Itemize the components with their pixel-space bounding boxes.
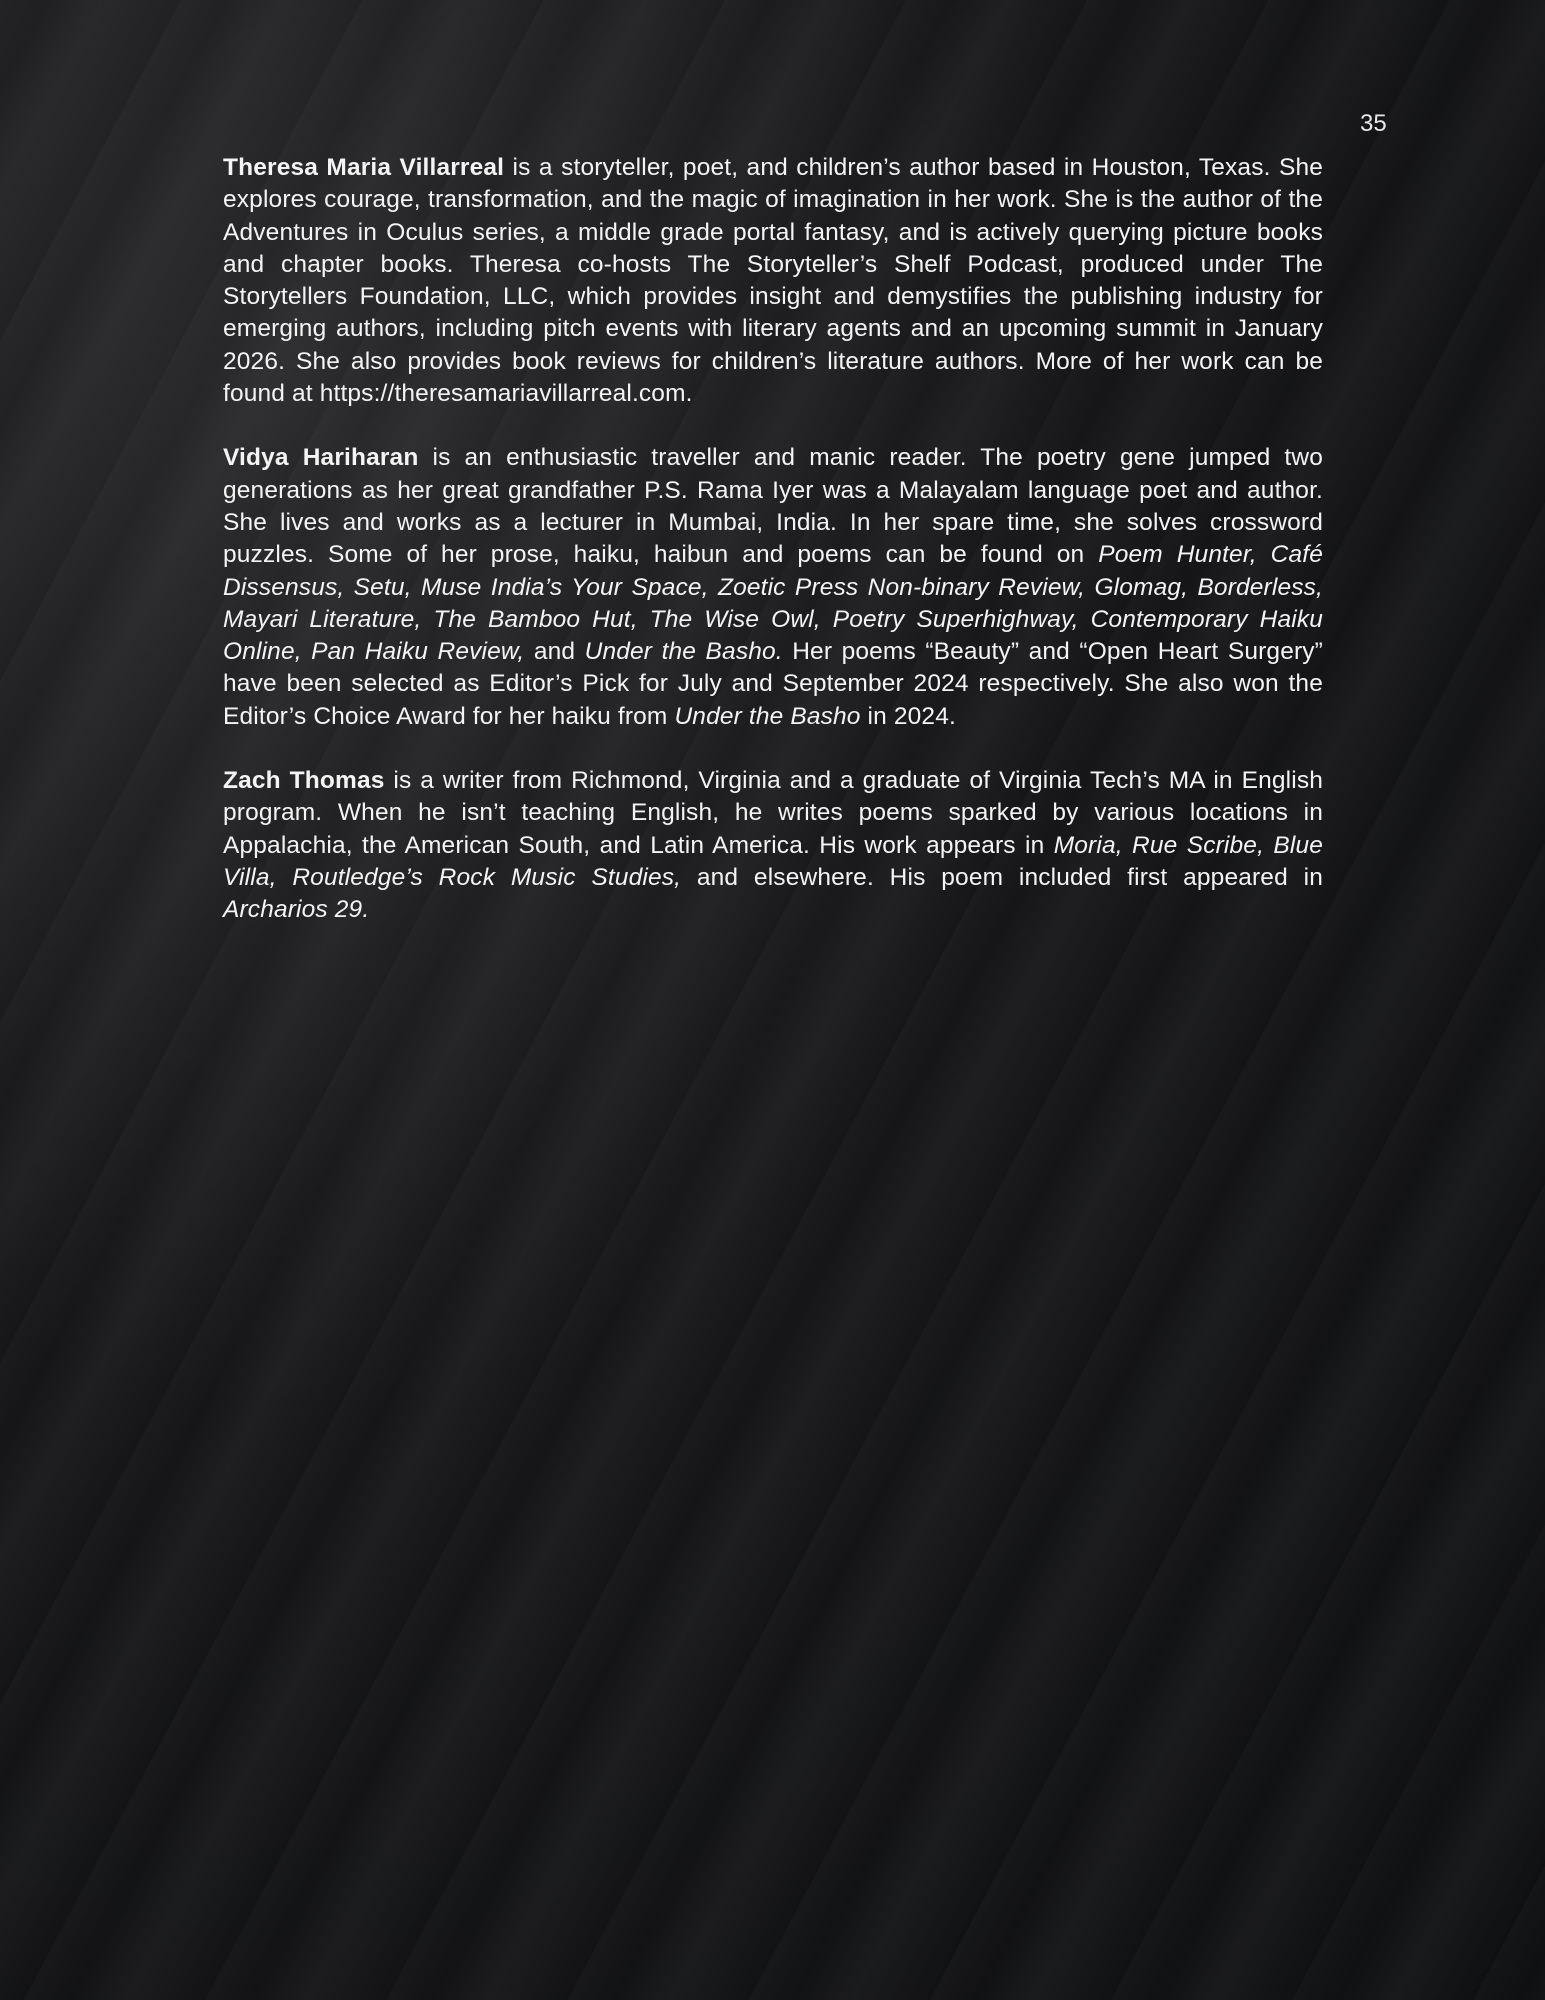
- bio-text: is an enthusiastic traveller and manic reader. The poetry gene jumped two generations as her great grandfather P.S. Rama Iyer was a Malayalam language poet and author. She lives and works as a lecturer in Mumbai, India. In her spare time, she solves crossword puzzles. Some of her prose, haiku, haibun and poems can be found on: [223, 444, 1323, 569]
- bio-text: and elsewhere. His poem included first appeared in: [681, 863, 1323, 891]
- author-name: Zach Thomas: [223, 767, 385, 795]
- page-number: 35: [1360, 110, 1387, 137]
- bio-vidya-hariharan: [223, 442, 1323, 733]
- bio-text: is a storyteller, poet, and children’s author based in Houston, Texas. She explores courage, transformation, and the magic of imagination in her work. She is the author of the Adventures in Oculus series, a middle grade portal fantasy, and is actively querying picture books and chapter books. Theresa co-hosts The Storyteller’s Shelf Podcast, produced under The Storytellers Foundation, LLC, which provides insight and demystifies the publishing industry for emerging authors, including pitch events with literary agents and an upcoming summit in January 2026. She also provides book reviews for children’s literature authors. More of her work can be found at https://theresamariavillarreal.com.: [223, 154, 1323, 408]
- publication-list: Moria, Rue Scribe, Blue Villa, Routledge’s Rock Music Studies,: [223, 831, 1323, 891]
- author-name: Vidya Hariharan: [223, 444, 419, 472]
- publication-list: Poem Hunter, Café Dissensus, Setu, Muse India’s Your Space, Zoetic Press Non-binary Review, Glomag, Borderless, Mayari Literature, The Bamboo Hut, The Wise Owl, Poetry Superhighway, Contemporary Haiku Online, Pan Haiku Review,: [223, 541, 1323, 666]
- publication-title: Archarios 29.: [223, 896, 370, 924]
- bio-text: in 2024.: [860, 702, 956, 730]
- contributor-bios: [223, 152, 1323, 959]
- publication-title: Under the Basho.: [584, 638, 783, 666]
- publication-title: Under the Basho: [674, 702, 861, 730]
- bio-text: Her poems “Beauty” and “Open Heart Surgery” have been selected as Editor’s Pick for July and September 2024 respectively. She also won the Editor’s Choice Award for her haiku from: [223, 638, 1323, 730]
- bio-text: is a writer from Richmond, Virginia and a graduate of Virginia Tech’s MA in English program. When he isn’t teaching English, he writes poems sparked by various locations in Appalachia, the American South, and Latin America. His work appears in: [223, 767, 1323, 859]
- bio-zach-thomas: [223, 765, 1323, 926]
- bio-theresa-villarreal: [223, 152, 1323, 410]
- author-name: Theresa Maria Villarreal: [223, 154, 505, 181]
- bio-text: and: [524, 638, 585, 666]
